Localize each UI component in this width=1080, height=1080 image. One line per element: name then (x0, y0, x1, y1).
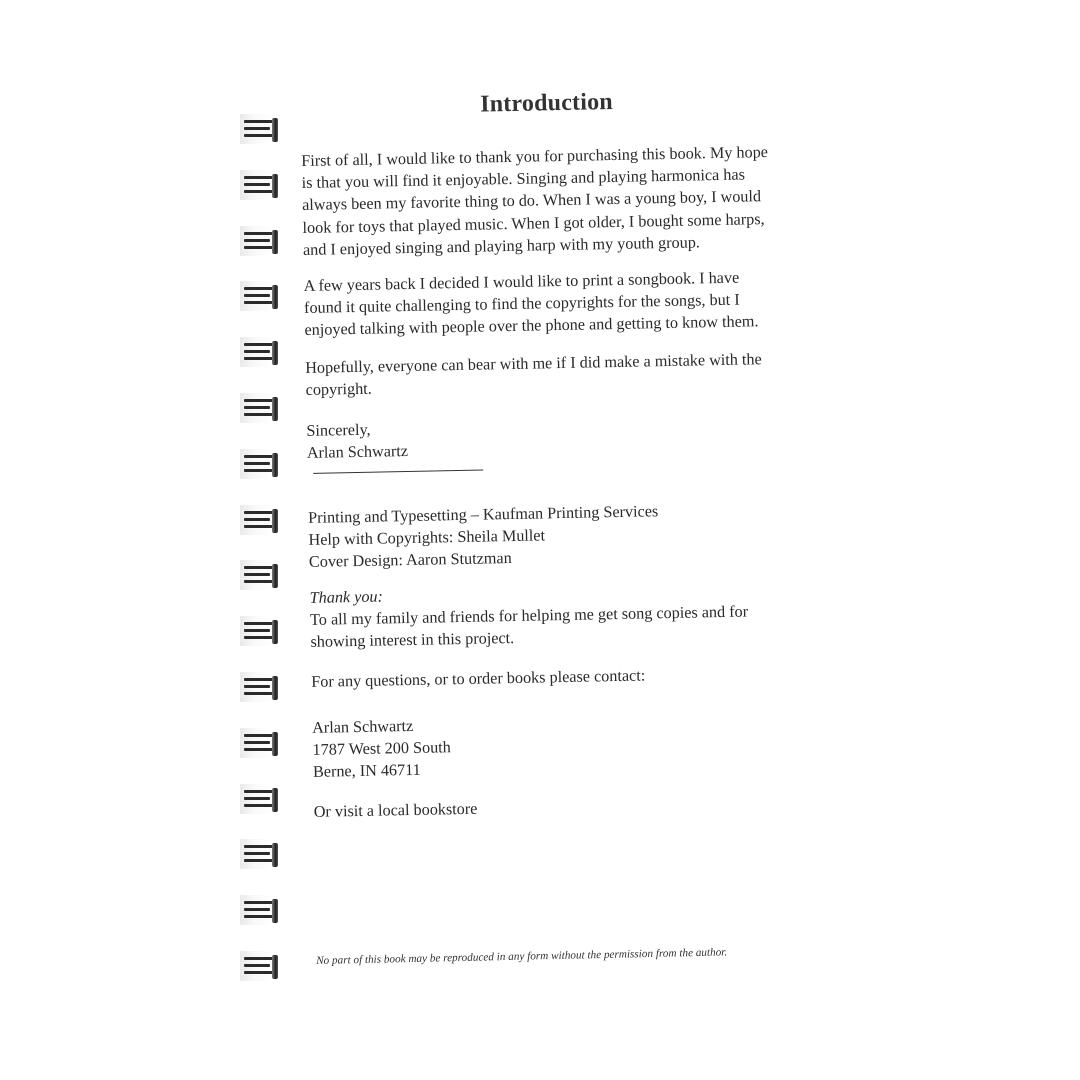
intro-paragraph-1: First of all, I would like to thank you for purchasing this book. My hope is that you will find it enjoyable. Singing and playing harmonica has always been my favorite thing to do. When I was a young boy, I would look for toys that played music. When I got older, I bought some harps, and I enjoyed singing and playing harp with my youth group. (301, 143, 769, 259)
page-title: Introduction (479, 88, 614, 118)
thank-you-heading: Thank you: (309, 587, 384, 607)
spiral-coil (240, 899, 280, 923)
copyright-footer: No part of this book may be reproduced in any form without the permission from the author. (316, 946, 728, 967)
spiral-coil (240, 397, 280, 421)
page-content (300, 85, 820, 821)
spiral-binding (240, 118, 284, 998)
spiral-coil (240, 676, 280, 700)
sign-off: Sincerely, (306, 420, 371, 440)
intro-paragraph-3: Hopefully, everyone can bear with me if I did make a mistake with the copyright. (305, 350, 762, 400)
spiral-coil (240, 955, 280, 979)
spiral-coil (240, 285, 280, 309)
spiral-coil (240, 732, 280, 756)
spiral-coil (240, 453, 280, 477)
signature-line (313, 470, 483, 474)
contact-address: Arlan Schwartz 1787 West 200 South Berne, IN 46711 (311, 716, 451, 782)
signature-name: Arlan Schwartz (306, 441, 409, 462)
spiral-coil (240, 788, 280, 812)
spiral-coil (240, 118, 280, 142)
spiral-coil (240, 174, 280, 198)
thank-you-text: To all my family and friends for helping me get song copies and for showing interest in this project. (309, 602, 749, 652)
spiral-coil (240, 230, 280, 254)
spiral-coil (240, 509, 280, 533)
credits-block: Printing and Typesetting – Kaufman Printing Services Help with Copyrights: Sheila Mullet Cover Design: Aaron Stutzman (307, 502, 659, 572)
spiral-coil (240, 341, 280, 365)
contact-intro: For any questions, or to order books please contact: (311, 666, 646, 691)
spiral-coil (240, 620, 280, 644)
bookstore-note: Or visit a local bookstore (313, 799, 478, 821)
intro-paragraph-2: A few years back I decided I would like to print a songbook. I have found it quite challenging to find the copyrights for the songs, but I enjoyed talking with people over the phone and getting to know them. (303, 268, 759, 340)
spiral-coil (240, 843, 280, 867)
spiral-coil (240, 564, 280, 588)
